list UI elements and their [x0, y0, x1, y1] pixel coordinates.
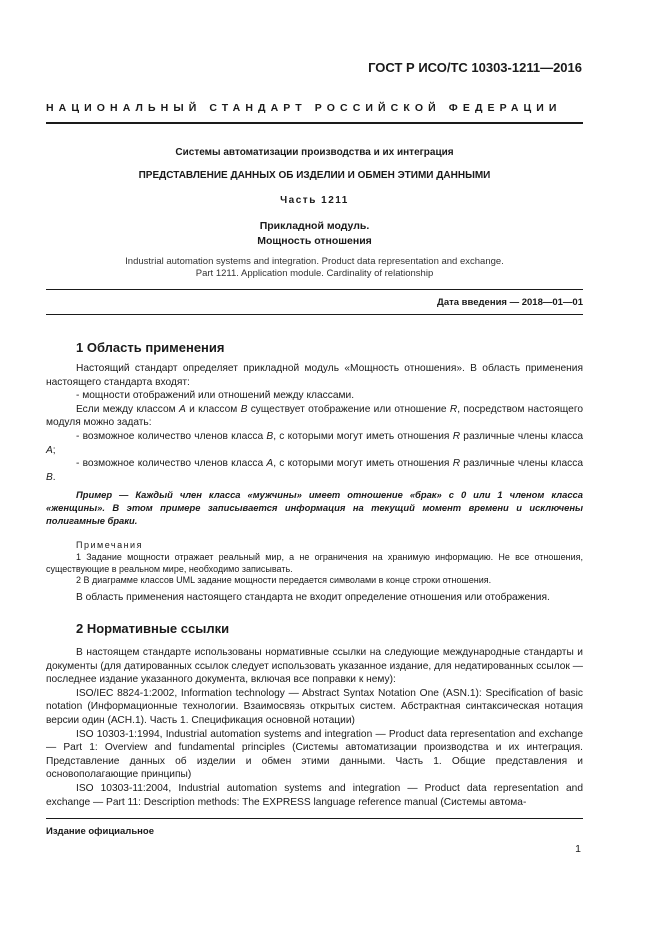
page-number: 1: [575, 843, 581, 855]
section2-paragraph: В настоящем стандарте использованы нормативные ссылки на следующие международные стандарты и документы (для датированных ссылок следует использовать указанное издание, для недатированных ссылок — последнее издание указанного документа, включая все поправки к нему):: [46, 647, 583, 686]
reference-item: ISO 10303-1:1994, Industrial automation systems and integration — Product data representation and exchange — Part 1: Overview and fundamental principles (Системы автоматизации производства и их интеграция. Представление данных об изделии и обмен этими данными. Часть 1. Общие представления и основополагающие принципы): [46, 728, 583, 781]
date-of-introduction: Дата введения — 2018—01—01: [437, 297, 583, 308]
date-divider: [46, 314, 583, 315]
title-divider: [46, 289, 583, 290]
note-item: 2 В диаграмме классов UML задание мощности передается символами в конце строки отношения.: [76, 575, 492, 586]
reference-item: ISO/IEC 8824-1:2002, Information technology — Abstract Syntax Notation One (ASN.1): Specification of basic notation (Информационные технологии. Взаимосвязь открытых систем. Абстрактная синтаксическая нотация версии один (АСН.1). Часть 1. Спецификация основной нотации): [46, 687, 583, 726]
note-item: 1 Задание мощности отражает реальный мир, а не ограничения на хранимую информацию. Не все отношения, существующие в реальном мире, необходимо записывать.: [46, 551, 583, 574]
notes-block: [46, 540, 583, 587]
section1-paragraph: В область применения настоящего стандарта не входит определение отношения или отображения.: [76, 592, 550, 603]
reference-item: ISO 10303-11:2004, Industrial automation systems and integration — Product data representation and exchange — Part 11: Description methods: The EXPRESS language reference manual (Системы автома-: [46, 782, 583, 808]
section1-paragraph: Настоящий стандарт определяет прикладной модуль «Мощность отношения». В область применения настоящего стандарта входят:: [46, 363, 583, 388]
section1-paragraph: - возможное количество членов класса A, с которыми могут иметь отношения R различные члены класса B.: [46, 458, 583, 483]
english-title-line2: Part 1211. Application module. Cardinality of relationship: [195, 268, 434, 279]
main-title: ПРЕДСТАВЛЕНИЕ ДАННЫХ ОБ ИЗДЕЛИИ И ОБМЕН ЭТИМИ ДАННЫМИ: [138, 170, 491, 181]
notes-label: Примечания: [76, 540, 143, 550]
module-title-line1: Прикладной модуль.: [259, 220, 370, 232]
section1-body: [46, 362, 583, 484]
english-title: [46, 256, 583, 280]
national-standard-banner: НАЦИОНАЛЬНЫЙ СТАНДАРТ РОССИЙСКОЙ ФЕДЕРАЦИИ: [46, 102, 562, 114]
section1-heading: 1 Область применения: [76, 340, 225, 355]
header-divider: [46, 122, 583, 124]
section1-closing: [46, 591, 583, 605]
footer-divider: [46, 818, 583, 819]
example-text: Пример — Каждый член класса «мужчины» имеет отношение «брак» с 0 или 1 членом класса «женщины». В этом примере записывается информация на текущий момент времени и исключены полигамные браки.: [46, 489, 583, 526]
series-title: Системы автоматизации производства и их интеграция: [175, 147, 454, 158]
module-title-line2: Мощность отношения: [257, 235, 372, 247]
section2-body: [46, 646, 583, 809]
module-title: [46, 219, 583, 249]
gost-code: ГОСТ Р ИСО/ТС 10303-1211—2016: [368, 60, 582, 75]
section1-paragraph: - мощности отображений или отношений между классами.: [76, 390, 355, 402]
part-title: Часть 1211: [280, 195, 349, 206]
edition-label: Издание официальное: [46, 826, 154, 837]
section2-heading: 2 Нормативные ссылки: [76, 621, 230, 636]
example-block: [46, 489, 583, 527]
section1-paragraph: Если между классом A и классом B существует отображение или отношение R, посредством настоящего модуля можно задать:: [46, 403, 583, 429]
section1-paragraph: - возможное количество членов класса B, с которыми могут иметь отношения R различные члены класса A;: [46, 430, 583, 456]
english-title-line1: Industrial automation systems and integration. Product data representation and exchange.: [125, 256, 504, 267]
